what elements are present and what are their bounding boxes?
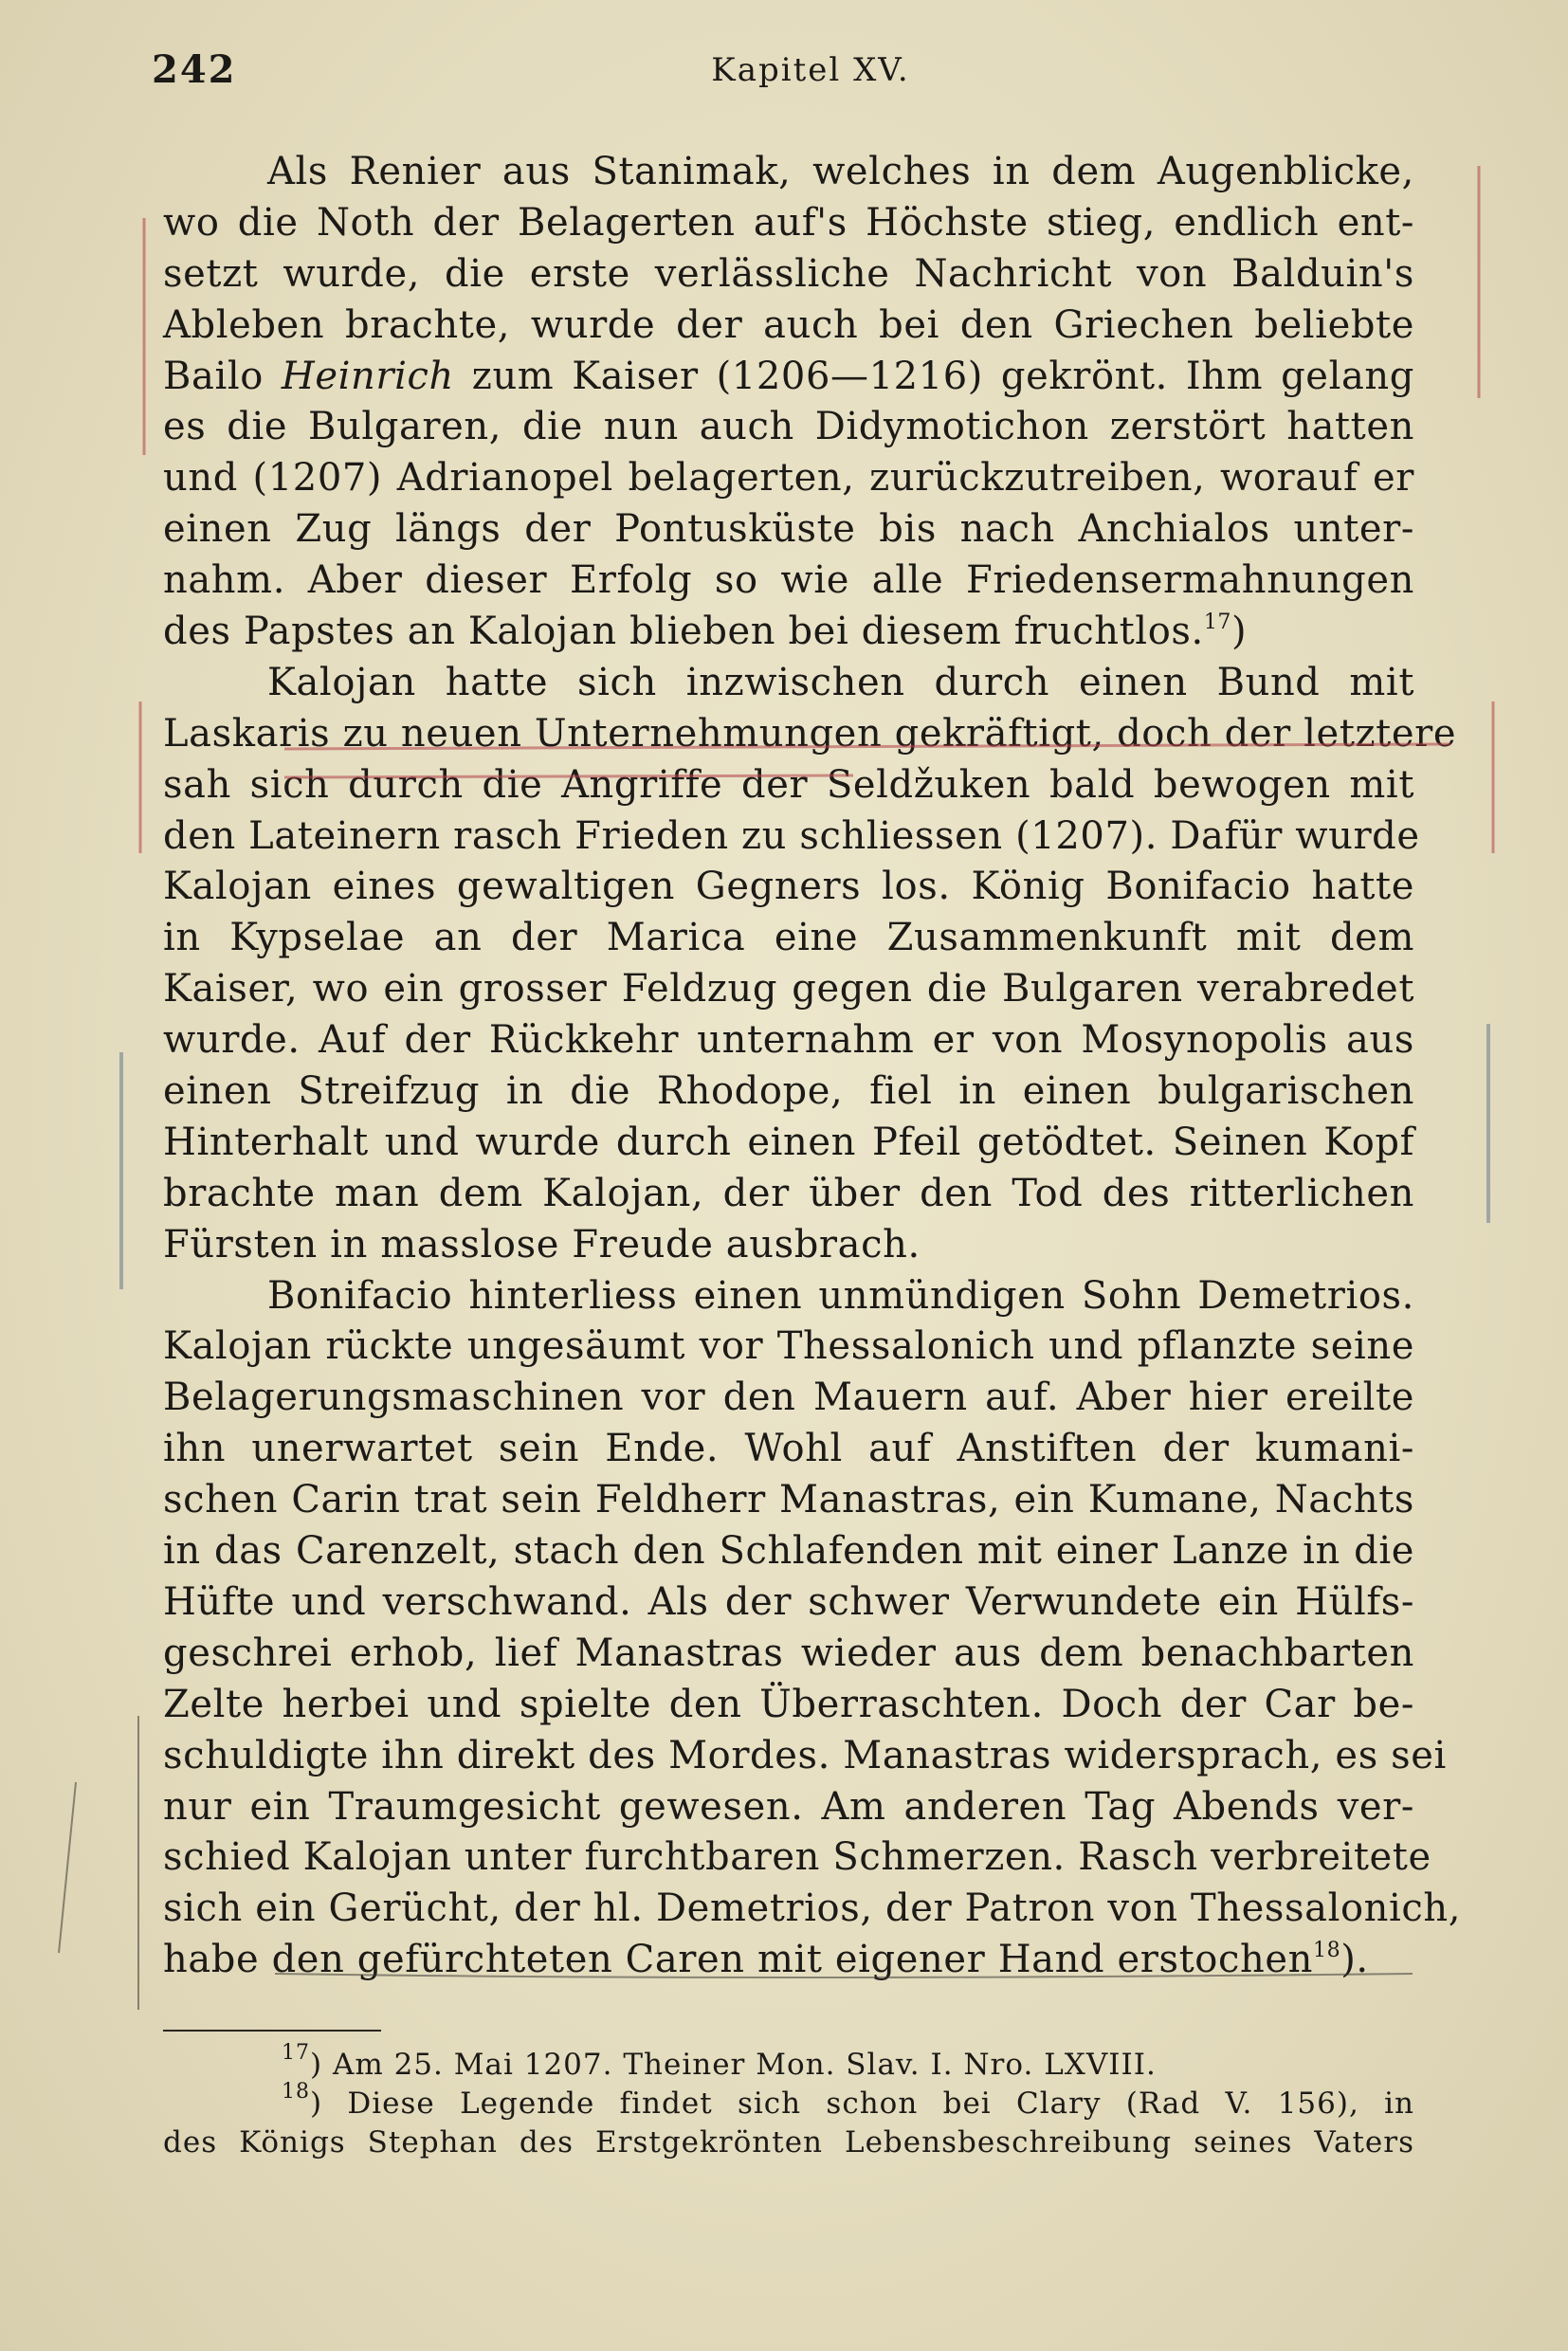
text-line: Belagerungsmaschinen vor den Mauern auf. Aber hier ereilte (163, 1376, 1414, 1420)
text-line: es die Bulgaren, die nun auch Didymotichon zerstört hatten (163, 405, 1414, 449)
text-line: ihn unerwartet sein Ende. Wohl auf Anstiften der kumani- (163, 1427, 1414, 1471)
text-line: wurde. Auf der Rückkehr unternahm er von Mosynopolis aus (163, 1018, 1414, 1063)
text-line: Kalojan hatte sich inzwischen durch einen Bund mit (267, 660, 1414, 704)
text-line: Kalojan rückte ungesäumt vor Thessalonich und pflanzte seine (163, 1324, 1414, 1369)
text-line: schuldigte ihn direkt des Mordes. Manastras widersprach, es sei (163, 1733, 1447, 1777)
text-line: sich ein Gerücht, der hl. Demetrios, der Patron von Thessalonich, (163, 1886, 1462, 1931)
text-line: brachte man dem Kalojan, der über den Tod des ritterlichen (163, 1171, 1414, 1215)
text-line: wo die Noth der Belagerten auf's Höchste stieg, endlich ent- (163, 200, 1414, 245)
text-line: geschrei erhob, lief Manastras wieder aus dem benachbarten (163, 1631, 1414, 1675)
text-fragment: habe den gefürchteten Caren mit eigener Hand erstochen (163, 1938, 1313, 1982)
text-line: den Lateinern rasch Frieden zu schliessen (1207). Dafür wurde (163, 813, 1420, 858)
footnote-text: ) Am 25. Mai 1207. Theiner Mon. Slav. I. Nro. LXVIII. (310, 2048, 1157, 2082)
text-fragment: ). (1340, 1938, 1369, 1982)
footnote-ref: 18 (1313, 1939, 1341, 1963)
footnote-ref: 17 (1203, 611, 1232, 635)
text-line: Hinterhalt und wurde durch einen Pfeil getödtet. Seinen Kopf (163, 1120, 1414, 1164)
text-line: nahm. Aber dieser Erfolg so wie alle Friedensermahnungen (163, 558, 1414, 603)
text-line: Kaiser, wo ein grosser Feldzug gegen die Bulgaren verabredet (163, 967, 1414, 1011)
text-line: sah sich durch die Angriffe der Seldžuken bald bewogen mit (163, 762, 1414, 807)
text-fragment: des Papstes an Kalojan blieben bei diesem fruchtlos. (163, 610, 1204, 654)
italic-name: Heinrich (281, 354, 454, 398)
text-line: Kalojan eines gewaltigen Gegners los. König Bonifacio hatte (163, 865, 1414, 909)
text-line: Zelte herbei und spielte den Überraschten. Doch der Car be- (163, 1682, 1414, 1726)
running-head: Kapitel XV. (711, 51, 910, 89)
text-line: und (1207) Adrianopel belagerten, zurückzutreiben, worauf er (163, 456, 1414, 501)
pencil-margin-mark (59, 1782, 76, 1953)
red-underline-mark (284, 775, 853, 777)
text-line: Fürsten in masslose Freude ausbrach. (163, 1222, 921, 1267)
text-line: schen Carin trat sein Feldherr Manastras, ein Kumane, Nachts (163, 1478, 1414, 1522)
pencil-underline-mark (275, 1974, 1413, 1977)
footnote-number: 17 (282, 2041, 310, 2065)
text-fragment: Bailo (163, 354, 264, 398)
text-line: schied Kalojan unter furchtbaren Schmerzen. Rasch verbreitete (163, 1835, 1431, 1880)
page-number: 242 (152, 47, 237, 92)
text-line: einen Zug längs der Pontusküste bis nach Anchialos unter- (163, 507, 1414, 552)
text-line: nur ein Traumgesicht gewesen. Am anderen Tag Abends ver- (163, 1784, 1414, 1829)
footnote-text: ) Diese Legende findet sich schon bei Clary (Rad V. 156), in (310, 2087, 1414, 2121)
text-line: in das Carenzelt, stach den Schlafenden mit einer Lanze in die (163, 1529, 1414, 1574)
text-fragment: ) (1231, 610, 1248, 654)
text-line: in Kypselae an der Marica eine Zusammenkunft mit dem (163, 916, 1414, 960)
text-line: setzt wurde, die erste verlässliche Nachricht von Balduin's (163, 251, 1414, 296)
footnote-number: 18 (282, 2080, 310, 2104)
text-line: Laskaris zu neuen Unternehmungen gekräftigt, doch der letztere (163, 711, 1457, 756)
text-line: Bonifacio hinterliess einen unmündigen Sohn Demetrios. (267, 1273, 1414, 1318)
red-underline-mark (284, 744, 1450, 749)
text-fragment: zum Kaiser (1206—1216) gekrönt. Ihm gelang (471, 354, 1414, 398)
footnote-18-continued: des Königs Stephan des Erstgekrönten Lebensbeschreibung seines Vaters (163, 2125, 1414, 2160)
text-line: Hüfte und verschwand. Als der schwer Verwundete ein Hülfs- (163, 1579, 1414, 1624)
text-line: Als Renier aus Stanimak, welches in dem Augenblicke, (267, 150, 1414, 193)
text-line: einen Streifzug in die Rhodope, fiel in einen bulgarischen (163, 1069, 1414, 1114)
text-line: Ableben brachte, wurde der auch bei den Griechen beliebte (163, 302, 1414, 347)
